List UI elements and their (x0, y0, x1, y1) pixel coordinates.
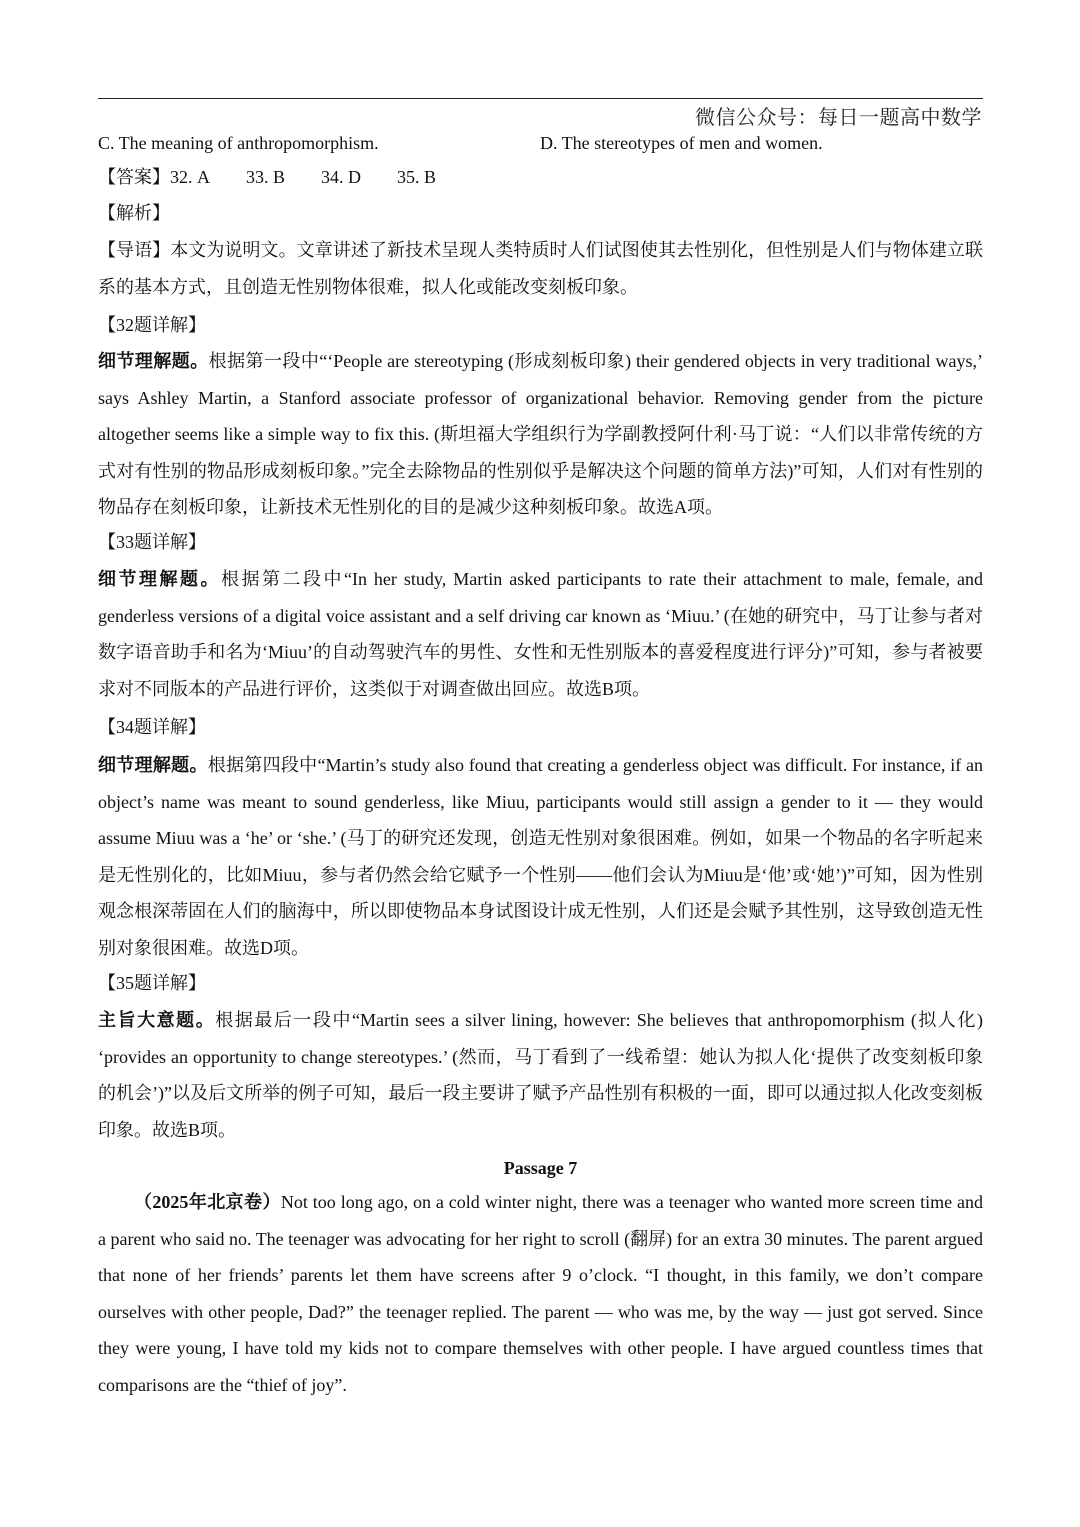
q32-heading: 【32题详解】 (98, 315, 206, 335)
passage-source: （2025年北京卷） (134, 1192, 281, 1212)
q34-heading: 【34题详解】 (98, 717, 206, 737)
header-rule (98, 98, 983, 99)
q32-type: 细节理解题。 (98, 351, 209, 371)
q33-type: 细节理解题。 (98, 569, 221, 589)
passage-text: Not too long ago, on a cold winter night, there was a teenager who wanted more screen time and a parent who said no. The teenager was advocating for her right to scroll (翻屏) for an extra 30 minutes. The parent argued that none of her friends’ parents let them have screens after 9 o’clock. “I thought, in this family, we don’t compare ourselves with other people, Dad?” the teenager replied. The parent — who was me, by the way — just got served. Since they were young, I have told my kids not to compare themselves with other people. I have argued countless times that comparisons are the “thief of joy”. (98, 1192, 984, 1395)
q33-text: 根据第二段中“In her study, Martin asked participants to rate their attachment to male, female, and genderless versions of a digital voice assistant and a self driving car known as ‘Miuu.’ (在她的研究中，马丁让参与者对数字语音助手和名为‘Miuu’的自动驾驶汽车的男性、女性和无性别版本的喜爱程度进行评分)”可知，参与者被要求对不同版本的产品进行评价，这类似于对调查做出回应。故选B项。 (98, 569, 984, 699)
q34-text: 根据第四段中“Martin’s study also found that creating a genderless object was difficult. For instance, if an object’s name was meant to sound genderless, like Miuu, participants would still assign a gender to it — they would assume Miuu was a ‘he’ or ‘she.’ (马丁的研究还发现，创造无性别对象很困难。例如，如果一个物品的名字听起来是无性别化的，比如Miuu，参与者仍然会给它赋予一个性别——他们会认为Miuu是‘他’或‘她’)”可知，因为性别观念根深蒂固在人们的脑海中，所以即使物品本身试图设计成无性别，人们还是会赋予其性别，这导致创造无性别对象很困难。故选D项。 (98, 755, 983, 958)
intro-label: 【导语】 (98, 240, 171, 260)
option-c: C. The meaning of anthropomorphism. (98, 133, 379, 153)
q35-text: 根据最后一段中“Martin sees a silver lining, however: She believes that anthropomorphism (拟人化) ‘provides an opportunity to change stereotypes.’ (然而，马丁看到了一线希望：她认为拟人化‘提供了改变刻板印象的机会’)”以及后文所举的例子可知，最后一段主要讲了赋予产品性别有积极的一面，即可以通过拟人化改变刻板印象。故选B项。 (98, 1010, 983, 1140)
answer-label: 【答案】 (98, 167, 170, 187)
answer-35: 35. B (397, 167, 437, 187)
answer-32: 32. A (170, 167, 210, 187)
passage-title: Passage 7 (503, 1158, 578, 1178)
option-d: D. The stereotypes of men and women. (540, 133, 823, 153)
q35-heading: 【35题详解】 (98, 973, 206, 993)
options-row (98, 125, 983, 161)
intro-paragraph (98, 232, 983, 305)
answer-line (98, 159, 983, 195)
analysis-label: 【解析】 (98, 203, 170, 223)
answer-33: 33. B (246, 167, 286, 187)
intro-text: 本文为说明文。文章讲述了新技术呈现人类特质时人们试图使其去性别化，但性别是人们与物体建立联系的基本方式，且创造无性别物体很难，拟人化或能改变刻板印象。 (98, 240, 983, 297)
q35-paragraph (98, 1002, 983, 1148)
answer-34: 34. D (321, 167, 362, 187)
q34-paragraph (98, 747, 983, 966)
q34-type: 细节理解题。 (98, 755, 208, 775)
q33-paragraph (98, 561, 983, 707)
q35-type: 主旨大意题。 (98, 1010, 216, 1030)
q32-paragraph (98, 343, 983, 526)
q33-heading: 【33题详解】 (98, 532, 206, 552)
q32-text: 根据第一段中“‘People are stereotyping (形成刻板印象) their gendered objects in very traditional ways,’ says Ashley Martin, a Stanford associate professor of organizational behavior. Removing gender from the picture altogether seems like a simple way to fix this. (斯坦福大学组织行为学副教授阿什利·马丁说：“人们以非常传统的方式对有性别的物品形成刻板印象。”完全去除物品的性别似乎是解决这个问题的简单方法)”可知，人们对有性别的物品存在刻板印象，让新技术无性别化的目的是减少这种刻板印象。故选A项。 (98, 351, 984, 517)
passage-paragraph (98, 1184, 983, 1403)
watermark: 微信公众号：每日一题高中数学 (695, 105, 982, 129)
